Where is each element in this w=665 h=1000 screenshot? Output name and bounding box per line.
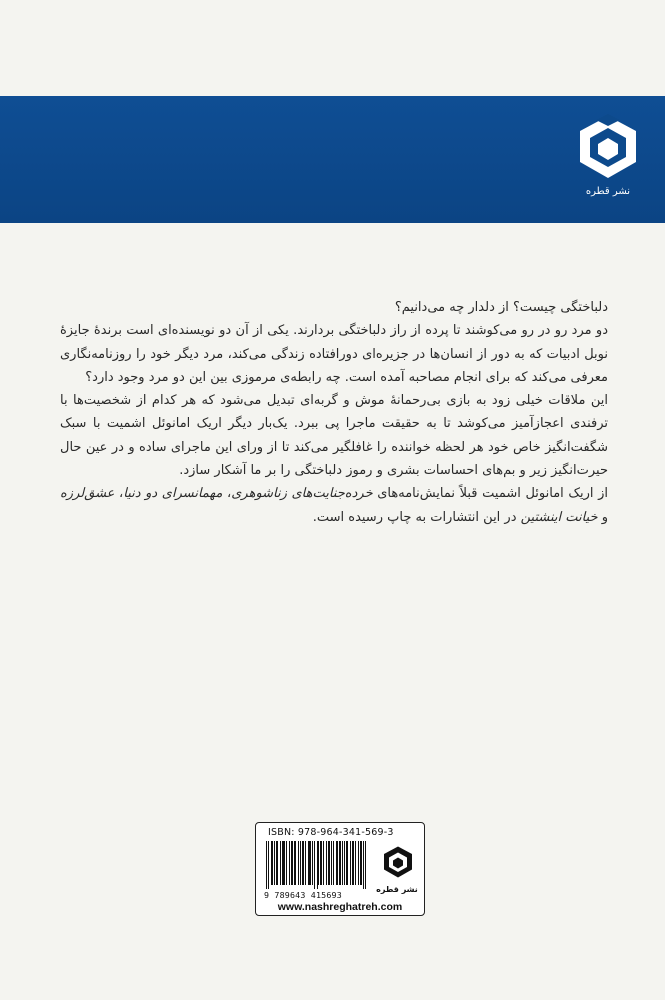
barcode-bar — [365, 841, 366, 889]
barcode-bar — [291, 841, 292, 885]
publisher-small-name: نشر قطره — [376, 885, 418, 894]
barcode-bar — [339, 841, 340, 885]
separator: ، — [119, 486, 124, 502]
book-title-4: خیانت اینشتین — [520, 509, 598, 525]
barcode-bar — [294, 841, 295, 885]
publisher-small-logo-icon — [383, 845, 413, 881]
barcode-bar — [336, 841, 337, 885]
barcode-bar — [309, 841, 310, 885]
publisher-name: نشر قطره — [585, 186, 631, 197]
back-cover-blurb — [60, 296, 608, 529]
barcode-bar — [361, 841, 362, 885]
barcode-bar — [318, 841, 319, 885]
barcode-bar — [298, 841, 299, 885]
barcode-bar — [329, 841, 330, 885]
barcode-bar — [328, 841, 329, 885]
barcode-bar — [333, 841, 334, 885]
barcode-bar — [352, 841, 353, 885]
blurb-paragraph-3 — [60, 482, 608, 529]
barcode-bar — [280, 841, 281, 885]
barcode-bar — [358, 841, 359, 885]
barcode-bar — [276, 841, 277, 885]
barcode-bar — [274, 841, 275, 885]
barcode-bar — [266, 841, 267, 889]
barcode-bar — [295, 841, 296, 885]
barcode-bar — [283, 841, 284, 885]
barcode-bar — [350, 841, 351, 885]
barcode-bar — [300, 841, 301, 885]
isbn-label: ISBN: 978-964-341-569-3 — [268, 827, 394, 838]
separator: ، — [227, 486, 232, 502]
barcode-bar — [342, 841, 343, 885]
barcode-bar — [331, 841, 332, 885]
barcode-bar — [272, 841, 273, 885]
barcode-bar — [323, 841, 324, 885]
blurb-paragraph-1: دو مرد رو در رو می‌کوشند تا پرده از راز دلباختگی بردارند. یکی از آن دو نویسنده‌ای است برندهٔ جایزهٔ نوبل ادبیات که به دور از انسان‌ها در جزیره‌ای دورافتاده زندگی می‌کند، مرد دیگر خود را روزنامه‌نگاری معرفی می‌کند که برای انجام مصاحبه آمده است. چه رابطه‌ی مرموزی بین این دو مرد وجود دارد؟ — [60, 323, 608, 385]
barcode-bar — [314, 841, 315, 889]
barcode-bar — [312, 841, 313, 885]
barcode-bar — [271, 841, 272, 885]
barcode-bar — [355, 841, 356, 885]
barcode-bar — [308, 841, 309, 885]
book-title-2: مهمانسرای دو دنیا — [123, 486, 223, 502]
publisher-website: www.nashreghatreh.com — [277, 901, 403, 913]
barcode-bar — [363, 841, 364, 889]
blurb-intro: از اریک امانوئل اشمیت قبلاً نمایش‌نامه‌های — [377, 486, 609, 502]
blue-band — [0, 96, 665, 223]
blurb-question: دلباختگی چیست؟ از دلدار چه می‌دانیم؟ — [394, 300, 608, 315]
barcode-bar — [303, 841, 304, 885]
barcode-bar — [277, 841, 278, 885]
barcode-bar — [346, 841, 347, 885]
blurb-ending: در این انتشارات به چاپ رسیده است. — [312, 509, 517, 525]
barcode-bar — [320, 841, 321, 885]
barcode-bar — [321, 841, 322, 885]
barcode-bar — [360, 841, 361, 885]
barcode-bar — [282, 841, 283, 885]
barcode-bar — [353, 841, 354, 885]
barcode-bar — [268, 841, 269, 889]
conjunction: و — [601, 509, 608, 525]
barcode-bar — [337, 841, 338, 885]
book-title-1: خرده‌جنایت‌های زناشوهری — [231, 486, 373, 502]
barcode-bar — [344, 841, 345, 885]
book-title-3: عشق‌لرزه — [60, 486, 115, 502]
barcode-bar — [347, 841, 348, 885]
barcode-bar — [292, 841, 293, 885]
barcode-bar — [340, 841, 341, 885]
barcode-digits: 9 789643 415693 — [264, 890, 342, 900]
barcode-bar — [326, 841, 327, 885]
blurb-paragraph-2: این ملاقات خیلی زود به بازی بی‌رحمانهٔ موش و گربه‌ای تبدیل می‌شود که هر کدام از شخصیت‌ها با ترفندی اعجازآمیز می‌کوشد تا به حقیقت ماجرا پی ببرد. یک‌بار دیگر اریک امانوئل اشمیت با سبک شگفت‌انگیز خاص خود هر لحظه خواننده را غافلگیر می‌کند تا از ورای این ماجرای ساده و در عین حال حیرت‌انگیز زیر و بم‌های احساسات بشری و رموز دلباختگی را بر ما آشکار سازد. — [60, 393, 608, 479]
barcode-bar — [302, 841, 303, 885]
barcode-icon — [264, 841, 368, 889]
barcode-bar — [284, 841, 285, 885]
barcode-box — [255, 822, 425, 916]
barcode-bar — [317, 841, 318, 889]
barcode-bar — [286, 841, 287, 885]
barcode-bar — [310, 841, 311, 885]
barcode-bar — [305, 841, 306, 885]
barcode-bar — [289, 841, 290, 885]
publisher-logo-icon — [578, 114, 638, 184]
